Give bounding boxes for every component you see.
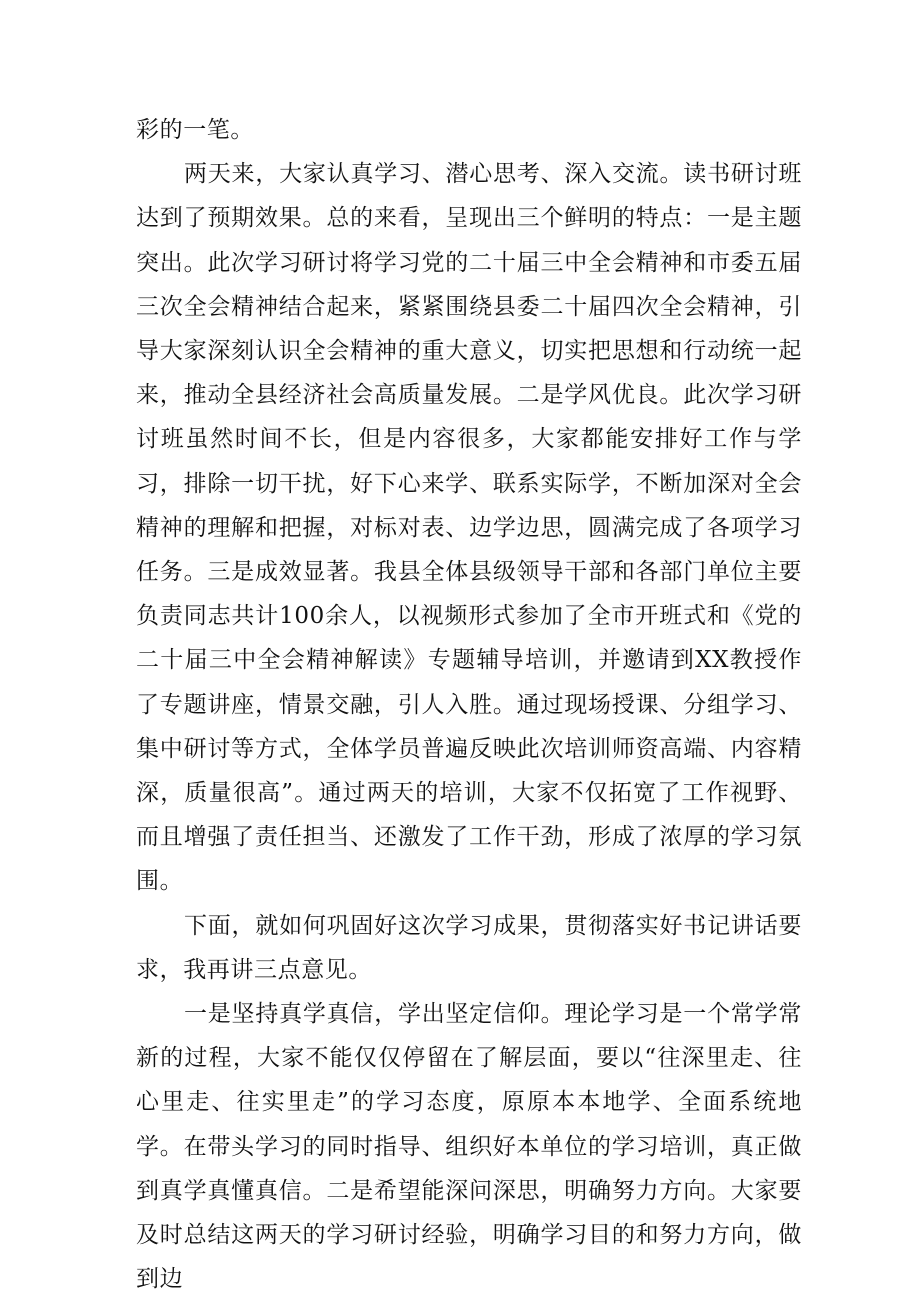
paragraph-transition: 下面，就如何巩固好这次学习成果，贯彻落实好书记讲话要求，我再讲三点意见。: [136, 912, 802, 983]
document-body: [136, 108, 802, 1301]
paragraph-continuation: 彩的一笔。: [136, 117, 254, 143]
paragraph-opinion-one: 一是坚持真学真信，学出坚定信仰。理论学习是一个常学常新的过程，大家不能仅仅停留在了解层面，要以“往深里走、往心里走、往实里走”的学习态度，原原本本地学、全面系统地学。在带头学习的同时指导、组织好本单位的学习培训，真正做到真学真懂真信。二是希望能深问深思，明确努力方向。大家要及时总结这两天的学习研讨经验，明确学习目的和努力方向，做到边: [136, 1001, 802, 1293]
paragraph-summary: 两天来，大家认真学习、潜心思考、深入交流。读书研讨班达到了预期效果。总的来看，呈现出三个鲜明的特点：一是主题突出。此次学习研讨将学习党的二十届三中全会精神和市委五届三次全会精神结合起来，紧紧围绕县委二十届四次全会精神，引导大家深刻认识全会精神的重大意义，切实把思想和行动统一起来，推动全县经济社会高质量发展。二是学风优良。此次学习研讨班虽然时间不长，但是内容很多，大家都能安排好工作与学习，排除一切干扰，好下心来学、联系实际学，不断加深对全会精神的理解和把握，对标对表、边学边思，圆满完成了各项学习任务。三是成效显著。我县全体县级领导干部和各部门单位主要负责同志共计100余人，以视频形式参加了全市开班式和《党的二十届三中全会精神解读》专题辅导培训，并邀请到XX教授作了专题讲座，情景交融，引人入胜。通过现场授课、分组学习、集中研讨等方式，全体学员普遍反映此次培训师资高端、内容精深，质量很高”。通过两天的培训，大家不仅拓宽了工作视野、而且增强了责任担当、还激发了工作干劲，形成了浓厚的学习氛围。: [136, 161, 802, 895]
